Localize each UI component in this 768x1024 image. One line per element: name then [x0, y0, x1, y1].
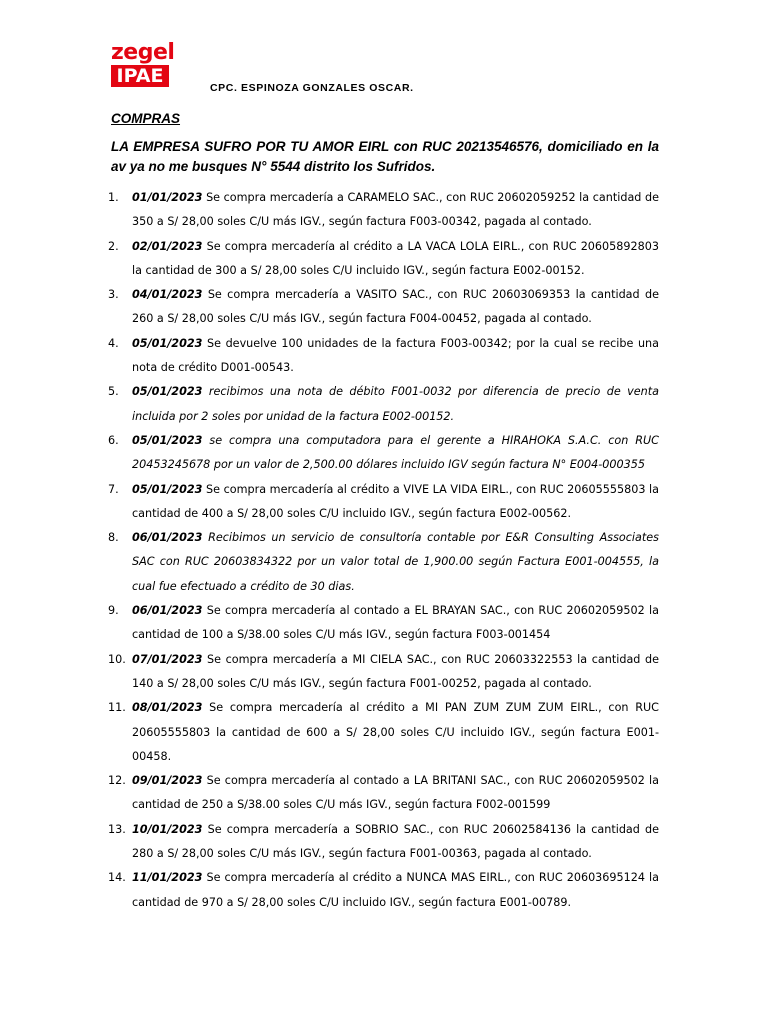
intro-paragraph: LA EMPRESA SUFRO POR TU AMOR EIRL con RUC 20213546576, domiciliado en la av ya no me busques N° 5544 distrito los Sufridos.	[111, 139, 659, 174]
item-date: 08/01/2023	[132, 701, 203, 715]
list-item	[0, 769, 659, 818]
list-item	[0, 429, 659, 478]
list-item	[0, 866, 659, 915]
item-date: 05/01/2023	[132, 385, 203, 399]
item-text: Recibimos un servicio de consultoría contable por E&R Consulting Associates SAC con RUC 20603834322 por un valor total de 1,900.00 según Factura E001-004555, la cual fue efectuado a crédito de 30 dias.	[132, 531, 659, 593]
item-text: Se compra mercadería al crédito a VIVE LA VIDA EIRL., con RUC 20605555803 la cantidad de 400 a S/ 28,00 soles C/U incluido IGV., según factura E002-00562.	[132, 482, 659, 520]
item-text: Se compra mercadería al crédito a MI PAN ZUM ZUM ZUM EIRL., con RUC 20605555803 la cantidad de 600 a S/ 28,00 soles C/U incluido IGV., según factura E001-00458.	[132, 701, 659, 763]
list-item	[0, 478, 659, 527]
item-text: Se compra mercadería al contado a LA BRITANI SAC., con RUC 20602059502 la cantidad de 250 a S/38.00 soles C/U más IGV., según factura F002-001599	[132, 774, 659, 812]
list-item	[0, 818, 659, 867]
item-number: 1.	[108, 191, 119, 204]
list-item	[0, 599, 659, 648]
logo-text-ipae: IPAE	[111, 65, 169, 87]
author-name: CPC. ESPINOZA GONZALES OSCAR.	[210, 82, 414, 94]
item-text: Se compra mercadería a VASITO SAC., con RUC 20603069353 la cantidad de 260 a S/ 28,00 soles C/U más IGV., según factura F004-00452, pagada al contado.	[132, 288, 659, 326]
item-date: 06/01/2023	[132, 531, 203, 545]
zegel-ipae-logo	[111, 40, 175, 87]
logo-text-zegel: zegel	[111, 40, 175, 65]
list-item	[0, 380, 659, 429]
list-item	[0, 648, 659, 697]
list-item	[0, 235, 659, 284]
item-text: Se compra mercadería al crédito a LA VACA LOLA EIRL., con RUC 20605892803 la cantidad de 300 a S/ 28,00 soles C/U incluido IGV., según factura E002-00152.	[132, 239, 659, 277]
item-number: 12.	[108, 774, 126, 788]
item-number: 13.	[108, 822, 126, 836]
item-date: 02/01/2023	[132, 239, 203, 253]
item-text: Se compra mercadería a CARAMELO SAC., con RUC 20602059252 la cantidad de 350 a S/ 28,00 soles C/U más IGV., según factura F003-00342, pagada al contado.	[132, 191, 659, 229]
item-text: Se devuelve 100 unidades de la factura F003-00342; por la cual se recibe una nota de crédito D001-00543.	[132, 336, 659, 375]
item-date: 11/01/2023	[132, 871, 203, 885]
item-text: Se compra mercadería al contado a EL BRAYAN SAC., con RUC 20602059502 la cantidad de 100 a S/38.00 soles C/U más IGV., según factura F003-001454	[132, 604, 659, 642]
item-number: 9.	[108, 604, 119, 618]
item-number: 7.	[108, 482, 119, 496]
item-number: 14.	[108, 871, 126, 885]
item-number: 4.	[108, 336, 119, 350]
item-number: 11.	[108, 701, 126, 715]
list-item	[0, 332, 659, 381]
item-number: 5.	[108, 385, 119, 399]
item-text: Se compra mercadería a MI CIELA SAC., con RUC 20603322553 la cantidad de 140 a S/ 28,00 soles C/U más IGV., según factura F001-00252, pagada al contado.	[132, 652, 659, 690]
item-date: 06/01/2023	[132, 604, 203, 618]
item-text: Se compra mercadería al crédito a NUNCA MAS EIRL., con RUC 20603695124 la cantidad de 970 a S/ 28,00 soles C/U incluido IGV., según factura E001-00789.	[132, 871, 659, 909]
item-date: 05/01/2023	[132, 482, 203, 496]
item-text: recibimos una nota de débito F001-0032 por diferencia de precio de venta incluida por 2 soles por unidad de la factura E002-00152.	[132, 385, 659, 423]
item-date: 09/01/2023	[132, 774, 203, 788]
section-title: COMPRAS	[111, 111, 181, 126]
item-number: 8.	[108, 531, 119, 545]
item-number: 6.	[108, 433, 119, 447]
transactions-list	[0, 186, 768, 915]
item-date: 05/01/2023	[132, 336, 203, 350]
item-number: 3.	[108, 288, 119, 302]
item-date: 05/01/2023	[132, 433, 203, 447]
list-item	[0, 186, 659, 235]
item-date: 10/01/2023	[132, 822, 203, 836]
item-text: se compra una computadora para el gerente a HIRAHOKA S.A.C. con RUC 20453245678 por un valor de 2,500.00 dólares incluido IGV según factura N° E004-000355	[132, 433, 659, 472]
item-number: 2.	[108, 239, 119, 253]
item-date: 01/01/2023	[132, 191, 203, 204]
list-item	[0, 283, 659, 332]
item-date: 07/01/2023	[132, 652, 203, 666]
list-item	[0, 696, 659, 769]
item-number: 10.	[108, 652, 126, 666]
item-date: 04/01/2023	[132, 288, 203, 302]
item-text: Se compra mercadería a SOBRIO SAC., con RUC 20602584136 la cantidad de 280 a S/ 28,00 soles C/U más IGV., según factura F001-00363, pagada al contado.	[132, 822, 659, 861]
list-item	[0, 526, 659, 599]
